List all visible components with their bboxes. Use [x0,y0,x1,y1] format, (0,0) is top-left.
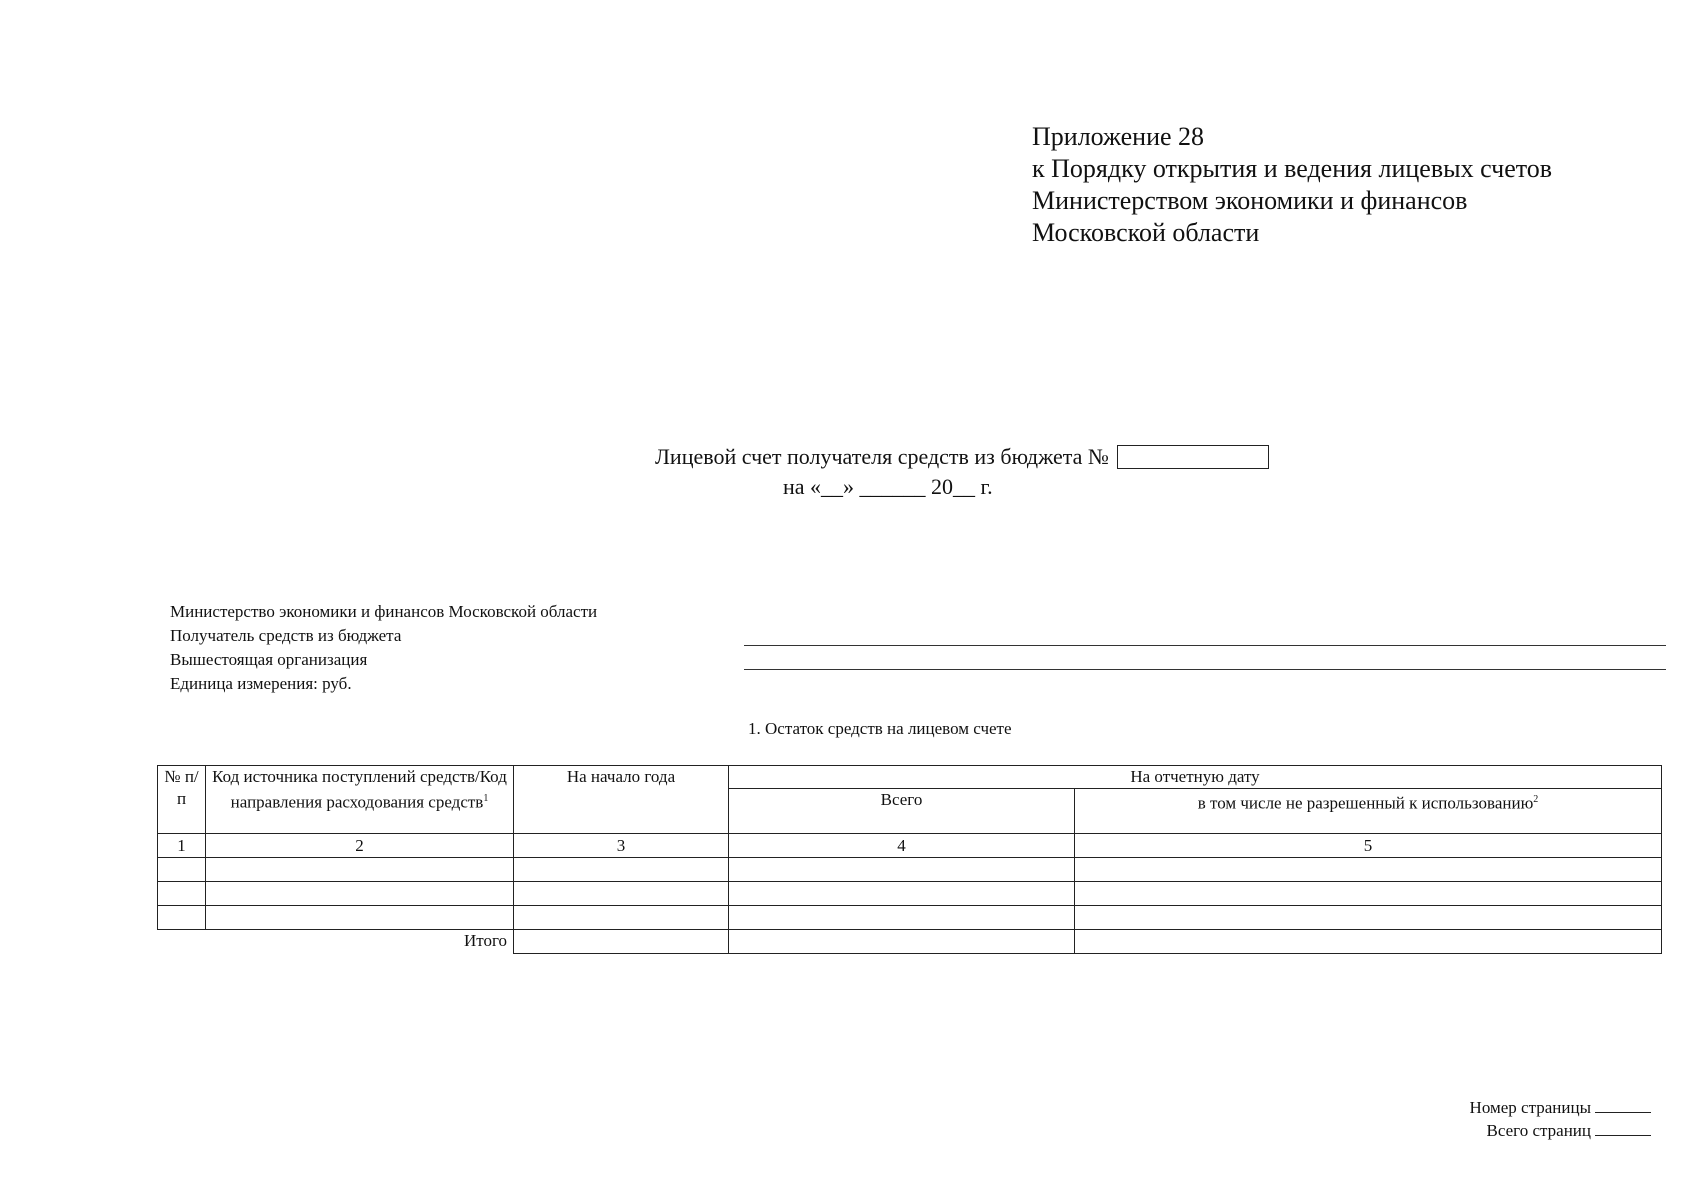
table-row [158,858,1662,882]
table-header-row-1 [158,766,1662,789]
total-pages-line [1470,1119,1651,1142]
header-year-start: На начало года [514,766,729,834]
header-not-permitted-text: в том числе не разрешенный к использованию [1197,793,1534,813]
footnote-2-mark: 2 [1533,794,1539,805]
total-pages-label: Всего страниц [1486,1121,1591,1140]
table-cell[interactable] [1075,906,1662,930]
table-row [158,906,1662,930]
document-title-text: Лицевой счет получателя средств из бюджета № [655,444,1109,469]
page-number-line [1470,1096,1651,1119]
page-number-blank[interactable] [1595,1112,1651,1113]
parent-org-fill-line[interactable] [744,669,1666,670]
appendix-number: Приложение 28 [1032,122,1205,151]
appendix-line-4: Московской области [1032,218,1260,247]
section-title: 1. Остаток средств на лицевом счете [748,719,1012,738]
page-number-label: Номер страницы [1469,1098,1591,1117]
document-title [655,444,1269,470]
appendix-header [1032,121,1552,249]
unit-label: Единица измерения: руб. [170,674,352,693]
account-number-box[interactable] [1117,445,1269,469]
column-number: 1 [158,834,206,858]
document-date-line: на «__» ______ 20__ г. [783,474,993,499]
column-number: 5 [1075,834,1662,858]
table-cell[interactable] [206,882,514,906]
table-cell[interactable] [729,882,1075,906]
header-reporting-date: На отчетную дату [729,766,1662,789]
table-cell[interactable] [729,906,1075,930]
total-cell[interactable] [729,930,1075,954]
footnote-1-mark: 1 [483,793,489,804]
column-number: 4 [729,834,1075,858]
table-cell[interactable] [1075,882,1662,906]
appendix-line-3: Министерством экономики и финансов [1032,186,1468,215]
recipient-label: Получатель средств из бюджета [170,626,402,645]
recipient-fill-line[interactable] [744,645,1666,646]
table-cell[interactable] [158,882,206,906]
total-cell[interactable] [1075,930,1662,954]
column-numbers-row [158,834,1662,858]
column-number: 3 [514,834,729,858]
header-source-code-text: Код источника поступлений средств/Код направления расходования средств [212,767,507,812]
table-cell[interactable] [1075,858,1662,882]
column-number: 2 [206,834,514,858]
table-cell[interactable] [514,882,729,906]
ministry-name: Министерство экономики и финансов Московской области [170,602,598,621]
total-label: Итого [463,931,507,950]
header-number: № п/п [158,766,206,834]
header-not-permitted [1075,789,1662,834]
appendix-line-2: к Порядку открытия и ведения лицевых счетов [1032,154,1553,183]
info-block [170,600,597,696]
table-row [158,882,1662,906]
table-cell[interactable] [514,906,729,930]
table-cell[interactable] [514,858,729,882]
table-cell[interactable] [206,858,514,882]
parent-org-label: Вышестоящая организация [170,650,368,669]
header-source-code [206,766,514,834]
total-cell[interactable] [514,930,729,954]
header-total: Всего [729,789,1075,834]
table-cell[interactable] [206,906,514,930]
table-cell[interactable] [158,858,206,882]
table-cell[interactable] [158,906,206,930]
page-counter [1470,1096,1651,1142]
total-row [158,930,1662,954]
table-cell[interactable] [729,858,1075,882]
total-pages-blank[interactable] [1595,1135,1651,1136]
balance-table [157,765,1662,954]
